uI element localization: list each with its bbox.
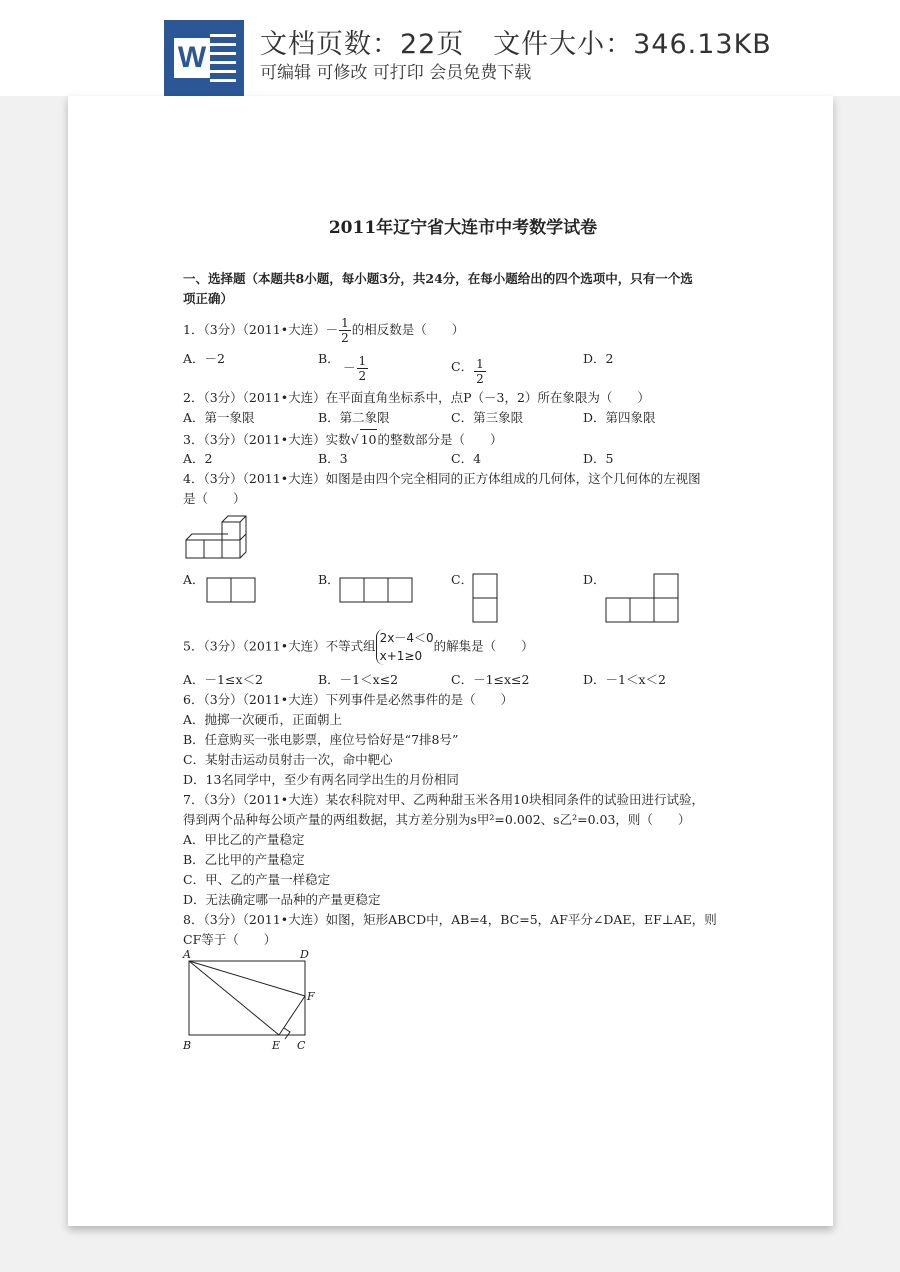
q3-option-a: A．2: [183, 451, 213, 466]
question-7: 7．（3分）（2011•大连）某农科院对甲、乙两种甜玉米各用10块相同条件的试验田进行试验，: [183, 792, 704, 807]
question-4-cont: 是（ ）: [183, 491, 246, 506]
vertex-d-label: D: [300, 948, 309, 961]
question-6: 6．（3分）（2011•大连）下列事件是必然事件的是（ ）: [183, 692, 514, 707]
q5-option-b: B．－1＜x≤2: [318, 672, 399, 687]
q4-option-a: A．: [183, 572, 205, 587]
q2-option-c: C．第三象限: [451, 410, 524, 425]
q1-option-a: A．－2: [183, 351, 225, 366]
q4-option-c: C．: [451, 572, 474, 587]
q7-option-d: D．无法确定哪一品种的产量更稳定: [183, 892, 381, 907]
q7-option-a: A．甲比乙的产量稳定: [183, 832, 305, 847]
question-8-cont: CF等于（ ）: [183, 932, 277, 947]
q6-option-a: A．抛掷一次硬币，正面朝上: [183, 712, 343, 727]
q3-option-b: B．3: [318, 451, 348, 466]
exam-title: 2011年辽宁省大连市中考数学试卷: [328, 218, 598, 238]
q5-option-c: C．－1≤x≤2: [451, 672, 530, 687]
file-features: 可编辑 可修改 可打印 会员免费下载: [260, 63, 532, 83]
q1-option-b: B．: [318, 351, 340, 366]
vertex-a-label: A: [183, 948, 191, 961]
vertex-b-label: B: [183, 1039, 192, 1052]
word-doc-icon: [164, 20, 244, 96]
q5-option-d: D．－1＜x＜2: [583, 672, 666, 687]
vertex-c-label: C: [297, 1039, 306, 1052]
q6-option-c: C．某射击运动员射击一次，命中靶心: [183, 752, 393, 767]
download-banner: [0, 0, 900, 96]
q5-option-a: A．－1≤x＜2: [183, 672, 263, 687]
q6-option-b: B．任意购买一张电影票，座位号恰好是“7排8号”: [183, 732, 459, 747]
question-1: 1．（3分）（2011•大连）－ $\frac{1}{2}$ 的相反数是（ ）: [183, 316, 465, 345]
q4-option-c-view: [473, 574, 497, 622]
q2-option-b: B．第二象限: [318, 410, 390, 425]
q2-option-a: A．第一象限: [183, 410, 255, 425]
q2-option-d: D．第四象限: [583, 410, 656, 425]
word-letter: W: [174, 38, 210, 78]
section-heading: 一、选择题（本题共8小题，每小题3分，共24分，在每小题给出的四个选项中，只有一个选: [183, 271, 693, 286]
q4-option-b-view: [340, 578, 412, 602]
q4-option-d-view: [606, 574, 678, 622]
q4-option-b: B．: [318, 572, 340, 587]
question-2: 2．（3分）（2011•大连）在平面直角坐标系中，点P（－3，2）所在象限为（ ）: [183, 390, 650, 405]
section-heading-cont: 项正确）: [183, 291, 234, 306]
vertex-e-label: E: [272, 1039, 281, 1052]
q6-option-d: D．13名同学中，至少有两名同学出生的月份相同: [183, 772, 459, 787]
q3-option-c: C．4: [451, 451, 482, 466]
file-meta: 文档页数：22页 文件大小：346.13KB: [260, 29, 772, 60]
q7-option-b: B．乙比甲的产量稳定: [183, 852, 305, 867]
q1-option-d: D．2: [583, 351, 614, 366]
q4-option-a-view: [207, 578, 255, 602]
q8-rectangle-figure: [183, 948, 323, 1054]
question-5: 5．（3分）（2011•大连）不等式组 2x－4＜0 x+1≥0 的解集是（ ）: [183, 631, 534, 663]
q7-option-c: C．甲、乙的产量一样稳定: [183, 872, 331, 887]
question-4: 4．（3分）（2011•大连）如图是由四个完全相同的正方体组成的几何体，这个几何体的左视图: [183, 471, 701, 486]
question-3: 3．（3分）（2011•大连）实数√ 10的整数部分是（ ）: [183, 429, 502, 450]
q1-option-b-value: － $\frac{1}{2}$: [343, 354, 367, 383]
question-8: 8．（3分）（2011•大连）如图，矩形ABCD中，AB=4，BC=5，AF平分∠DAE，EF⊥AE，则: [183, 912, 717, 927]
vertex-f-label: F: [307, 990, 315, 1003]
q3-option-d: D．5: [583, 451, 614, 466]
document-page: [68, 96, 833, 1226]
question-7-cont: 得到两个品种每公顷产量的两组数据，其方差分别为s甲²=0.002、s乙²=0.03，则（ ）: [183, 812, 691, 827]
q4-option-d: D．: [583, 572, 606, 587]
q1-option-c: C． $\frac{1}{2}$: [451, 357, 484, 386]
q4-solid-figure: [186, 516, 252, 564]
